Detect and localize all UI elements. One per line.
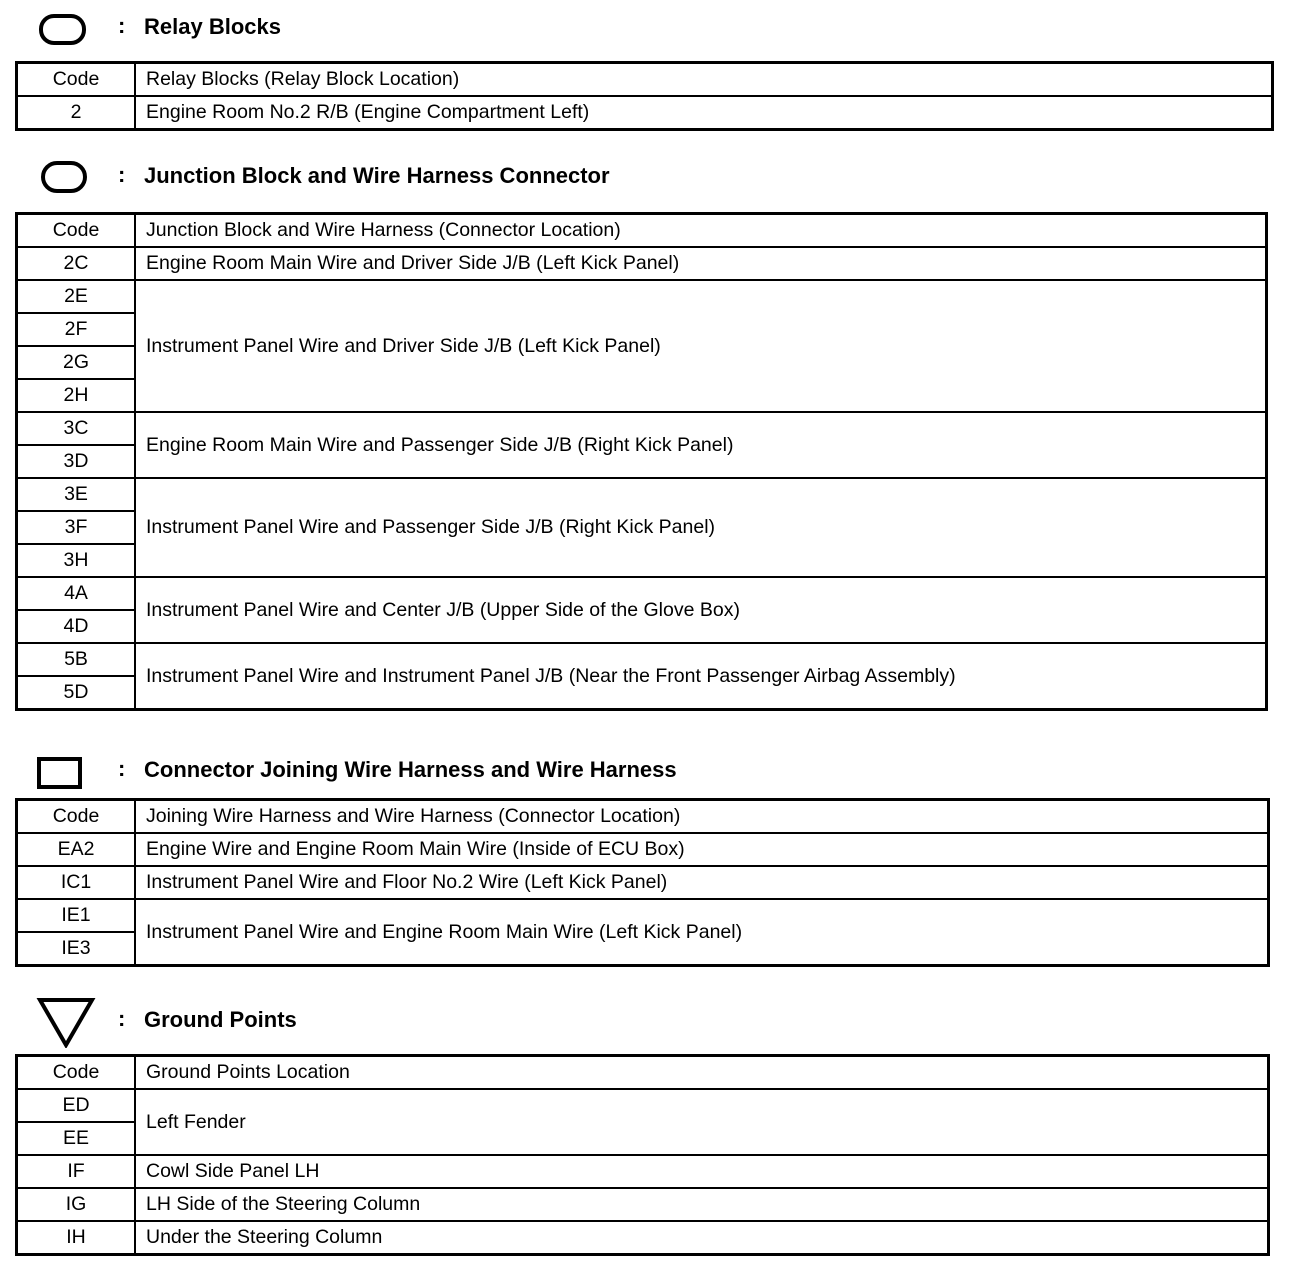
- desc-cell: Instrument Panel Wire and Floor No.2 Wire (Left Kick Panel): [135, 866, 1269, 899]
- junction-block-table: [15, 212, 1268, 711]
- section-title: Ground Points: [144, 1007, 297, 1032]
- table-row: [17, 280, 1267, 313]
- table-row: [17, 96, 1273, 130]
- ground-points-table: [15, 1054, 1270, 1256]
- section-header: [0, 992, 1312, 1032]
- section-header: [0, 748, 1312, 788]
- table-row: [17, 577, 1267, 610]
- code-cell: 3E: [17, 478, 136, 511]
- code-cell: 2C: [17, 247, 136, 280]
- table-row: [17, 643, 1267, 676]
- table-header-row: [17, 214, 1267, 248]
- desc-cell: Engine Wire and Engine Room Main Wire (Inside of ECU Box): [135, 833, 1269, 866]
- section-header: [0, 0, 1312, 40]
- section-title: Relay Blocks: [144, 14, 281, 39]
- code-cell: 2: [17, 96, 136, 130]
- table-row: [17, 866, 1269, 899]
- section-junction-block: [0, 150, 1312, 740]
- code-cell: 5B: [17, 643, 136, 676]
- header-code: Code: [17, 800, 136, 834]
- code-cell: 3D: [17, 445, 136, 478]
- code-cell: IE3: [17, 932, 136, 966]
- code-cell: IG: [17, 1188, 136, 1221]
- code-cell: 3F: [17, 511, 136, 544]
- code-cell: ED: [17, 1089, 136, 1122]
- header-desc: Junction Block and Wire Harness (Connector Location): [135, 214, 1267, 248]
- desc-cell: Engine Room No.2 R/B (Engine Compartment Left): [135, 96, 1273, 130]
- square-icon: [36, 756, 84, 792]
- table-header-row: [17, 1056, 1269, 1090]
- table-row: [17, 1089, 1269, 1122]
- table-row: [17, 833, 1269, 866]
- header-desc: Ground Points Location: [135, 1056, 1269, 1090]
- table-row: [17, 412, 1267, 445]
- section-title: Junction Block and Wire Harness Connector: [144, 163, 610, 188]
- code-cell: 3H: [17, 544, 136, 577]
- colon: :: [118, 1006, 126, 1031]
- colon: :: [118, 13, 126, 38]
- section-connector-joining: [0, 748, 1312, 978]
- table-row: [17, 1155, 1269, 1188]
- desc-cell: Under the Steering Column: [135, 1221, 1269, 1255]
- connector-joining-table: [15, 798, 1270, 967]
- header-code: Code: [17, 63, 136, 97]
- relay-blocks-table: [15, 61, 1274, 131]
- table-header-row: [17, 63, 1273, 97]
- code-cell: 2G: [17, 346, 136, 379]
- table-row: [17, 247, 1267, 280]
- desc-cell: Left Fender: [135, 1089, 1269, 1155]
- code-cell: IE1: [17, 899, 136, 932]
- colon: :: [118, 162, 126, 187]
- code-cell: IH: [17, 1221, 136, 1255]
- desc-cell: Engine Room Main Wire and Driver Side J/B (Left Kick Panel): [135, 247, 1267, 280]
- code-cell: 2F: [17, 313, 136, 346]
- header-desc: Joining Wire Harness and Wire Harness (Connector Location): [135, 800, 1269, 834]
- table-row: [17, 899, 1269, 932]
- code-cell: EA2: [17, 833, 136, 866]
- header-code: Code: [17, 1056, 136, 1090]
- table-header-row: [17, 800, 1269, 834]
- section-relay-blocks: [0, 0, 1312, 135]
- table-row: [17, 1188, 1269, 1221]
- desc-cell: Instrument Panel Wire and Driver Side J/B (Left Kick Panel): [135, 280, 1267, 412]
- code-cell: 5D: [17, 676, 136, 710]
- colon: :: [118, 756, 126, 781]
- desc-cell: Cowl Side Panel LH: [135, 1155, 1269, 1188]
- code-cell: 4A: [17, 577, 136, 610]
- rounded-rect-icon: [38, 13, 88, 47]
- oval-icon: [40, 160, 90, 194]
- desc-cell: LH Side of the Steering Column: [135, 1188, 1269, 1221]
- desc-cell: Engine Room Main Wire and Passenger Side J/B (Right Kick Panel): [135, 412, 1267, 478]
- section-title: Connector Joining Wire Harness and Wire Harness: [144, 757, 677, 782]
- code-cell: 2E: [17, 280, 136, 313]
- section-header: [0, 150, 1312, 190]
- code-cell: 3C: [17, 412, 136, 445]
- desc-cell: Instrument Panel Wire and Center J/B (Upper Side of the Glove Box): [135, 577, 1267, 643]
- code-cell: IC1: [17, 866, 136, 899]
- desc-cell: Instrument Panel Wire and Engine Room Main Wire (Left Kick Panel): [135, 899, 1269, 966]
- desc-cell: Instrument Panel Wire and Instrument Panel J/B (Near the Front Passenger Airbag Assembly): [135, 643, 1267, 710]
- table-row: [17, 1221, 1269, 1255]
- header-code: Code: [17, 214, 136, 248]
- desc-cell: Instrument Panel Wire and Passenger Side J/B (Right Kick Panel): [135, 478, 1267, 577]
- code-cell: 4D: [17, 610, 136, 643]
- code-cell: IF: [17, 1155, 136, 1188]
- code-cell: EE: [17, 1122, 136, 1155]
- table-row: [17, 478, 1267, 511]
- code-cell: 2H: [17, 379, 136, 412]
- header-desc: Relay Blocks (Relay Block Location): [135, 63, 1273, 97]
- section-ground-points: [0, 992, 1312, 1272]
- triangle-down-icon: [36, 996, 96, 1048]
